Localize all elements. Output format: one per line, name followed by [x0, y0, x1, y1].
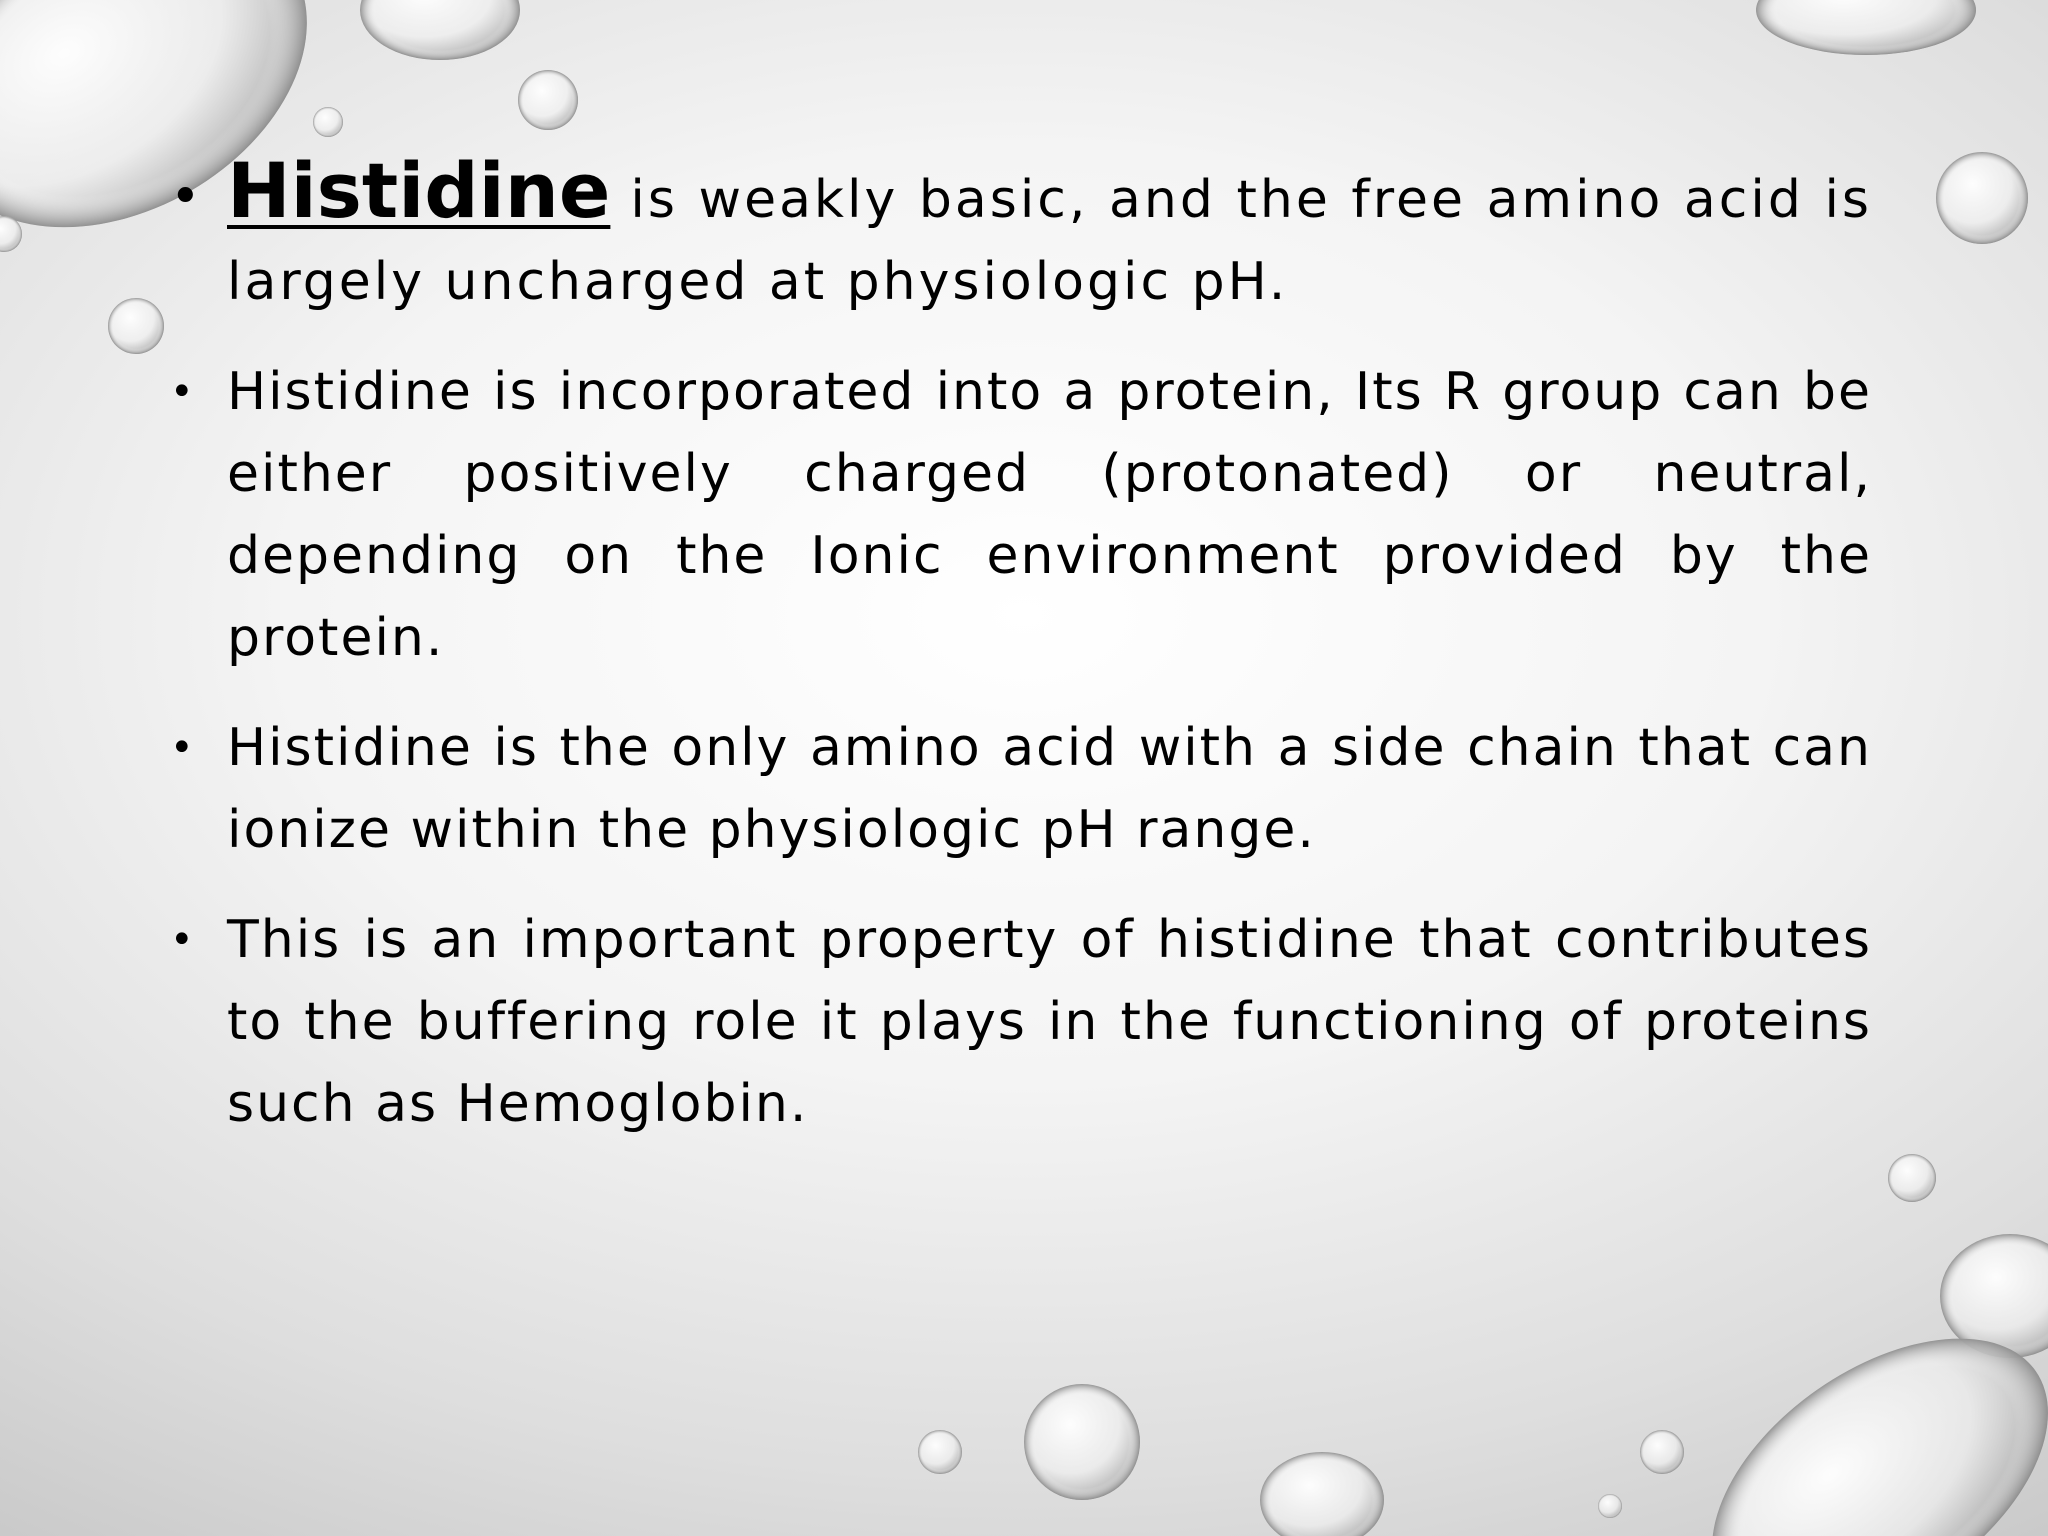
- drop-top-left-medium: [360, 0, 520, 60]
- bullet-glyph: •: [170, 369, 196, 415]
- drop-top-right: [1756, 0, 1976, 55]
- bullet-text: Histidine is incorporated into a protein, Its R group can be either positively charged (protonated) or neutral, depending on the Ionic environment provided by the protein.: [227, 362, 1872, 668]
- bullet-glyph: •: [170, 917, 196, 963]
- drop-bottom-small-a: [1640, 1430, 1684, 1474]
- bullet-glyph: •: [170, 167, 203, 227]
- bullet-text: Histidine is the only amino acid with a side chain that can ionize within the physiologic pH range.: [227, 718, 1872, 860]
- bullet-text: This is an important property of histidine that contributes to the buffering role it plays in the functioning of proteins such as Hemoglobin.: [227, 910, 1872, 1134]
- drop-bottom-center-small: [918, 1430, 962, 1474]
- drop-top-small-b: [313, 107, 343, 137]
- drop-right-small: [1888, 1154, 1936, 1202]
- slide-body: [170, 146, 1872, 1173]
- bullet-text: is weakly basic, and the free amino acid is largely uncharged at physiologic pH.: [227, 170, 1872, 312]
- drop-bottom-small-b: [1598, 1494, 1622, 1518]
- term-histidine: Histidine: [227, 146, 611, 235]
- drop-left-small: [108, 298, 164, 354]
- drop-right-upper: [1936, 152, 2028, 244]
- bullet-item-4: [170, 899, 1872, 1145]
- bullet-item-3: [170, 707, 1872, 871]
- bullet-item-2: [170, 351, 1872, 679]
- bullet-glyph: •: [170, 725, 196, 771]
- drop-top-small-a: [518, 70, 578, 130]
- bullet-item-1: [170, 146, 1872, 323]
- drop-bottom-center-large: [1024, 1384, 1140, 1500]
- drop-bottom-center-oval: [1260, 1452, 1384, 1536]
